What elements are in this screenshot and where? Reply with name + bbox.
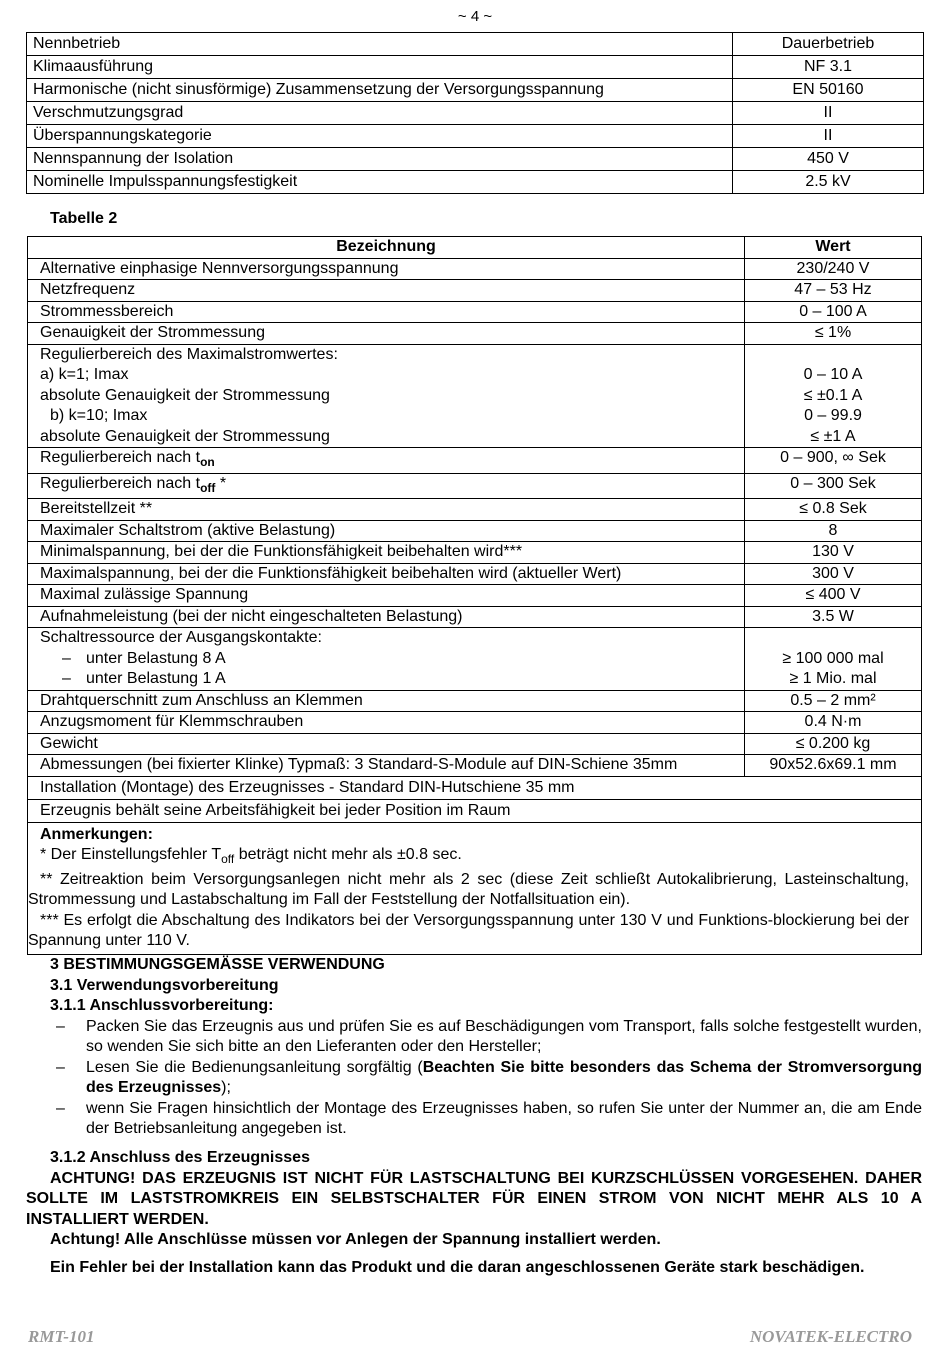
row-label: Anzugsmoment für Klemmschrauben <box>28 712 745 734</box>
section-heading: 3 BESTIMMUNGSGEMÄSSE VERWENDUNG <box>50 956 385 973</box>
spec-table-2 <box>27 236 922 955</box>
table-row <box>27 33 924 56</box>
row-value: Dauerbetrieb <box>733 33 924 56</box>
subsection-heading: 3.1 Verwendungsvorbereitung <box>50 976 279 994</box>
row-value: ≤ 0.8 Sek <box>745 499 922 521</box>
warning-text: Achtung! Alle Anschlüsse müssen vor Anlegen der Spannung installiert werden. <box>50 1231 661 1248</box>
row-label: Bereitstellzeit ** <box>28 499 745 521</box>
table-row <box>27 125 924 148</box>
table-row <box>28 585 922 607</box>
row-value: 130 V <box>745 542 922 564</box>
row-value: 0 – 300 Sek <box>745 473 922 499</box>
row-label: Maximal zulässige Spannung <box>28 585 745 607</box>
page-number: ~ 4 ~ <box>457 8 493 25</box>
row-label: Netzfrequenz <box>28 280 745 302</box>
table-row <box>28 473 922 499</box>
list-item: – Lesen Sie die Bedienungsanleitung sorgfältig (Beachten Sie bitte besonders das Schema der Stromversorgung des Erzeugnisses); <box>56 1058 922 1096</box>
table-row <box>27 171 924 194</box>
table-row <box>27 102 924 125</box>
table-row <box>28 776 922 799</box>
row-value: 0.5 – 2 mm² <box>745 690 922 712</box>
row-label: Aufnahmeleistung (bei der nicht eingeschalteten Belastung) <box>28 606 745 628</box>
row-label: Maximalspannung, bei der die Funktionsfähigkeit beibehalten wird (aktueller Wert) <box>28 563 745 585</box>
row-value: 0.4 N·m <box>745 712 922 734</box>
spec-table-1 <box>26 32 924 194</box>
table-row <box>28 733 922 755</box>
row-label: Nominelle Impulsspannungsfestigkeit <box>27 171 733 194</box>
row-label: Alternative einphasige Nennversorgungsspannung <box>28 258 745 280</box>
row-value: II <box>733 102 924 125</box>
table-row <box>28 520 922 542</box>
row-value: ≤ 1% <box>745 323 922 345</box>
row-value: 230/240 V <box>745 258 922 280</box>
footer-model: RMT-101 <box>28 1327 95 1346</box>
row-value: 8 <box>745 520 922 542</box>
row-value: 300 V <box>745 563 922 585</box>
row-label: Gewicht <box>28 733 745 755</box>
row-label: Regulierbereich nach $t_{on}$ <box>28 448 745 474</box>
row-value: ≤ 400 V <box>745 585 922 607</box>
row-value: 47 – 53 Hz <box>745 280 922 302</box>
row-value: NF 3.1 <box>733 56 924 79</box>
row-label: Maximaler Schaltstrom (aktive Belastung) <box>28 520 745 542</box>
header-name: Bezeichnung <box>28 237 745 259</box>
row-value: 90x52.6x69.1 mm <box>745 755 922 777</box>
warning-paragraph: Ein Fehler bei der Installation kann das Produkt und die daran angeschlossenen Geräte stark beschädigen. <box>50 1259 865 1276</box>
table-row <box>28 563 922 585</box>
row-label: Genauigkeit der Strommessung <box>28 323 745 345</box>
table-2-caption: Tabelle 2 <box>50 210 118 227</box>
table-header-row <box>28 237 922 259</box>
row-value: 0 – 10 A ≤ ±0.1 A 0 – 99.9 ≤ ±1 A <box>745 344 922 448</box>
row-label: Regulierbereich des Maximalstromwertes: a) k=1; Imax absolute Genauigkeit der Strommessung b) k=10; Imax absolute Genauigkeit der Strommessung <box>28 344 745 448</box>
notes-row <box>28 822 922 954</box>
list-item: – wenn Sie Fragen hinsichtlich der Montage des Erzeugnisses haben, so rufen Sie unter der Nummer an, die am Ende der Betriebsanleitung angegeben ist. <box>56 1099 922 1137</box>
table-row <box>28 712 922 734</box>
subsubsection-heading: 3.1.2 Anschluss des Erzeugnisses <box>50 1149 310 1166</box>
row-label: Schaltressource der Ausgangskontakte: – unter Belastung 8 A – unter Belastung 1 A <box>28 628 745 691</box>
table-row <box>28 690 922 712</box>
row-label: Klimaausführung <box>27 56 733 79</box>
row-value: II <box>733 125 924 148</box>
row-value: 0 – 900, ∞ Sek <box>745 448 922 474</box>
row-value: 0 – 100 A <box>745 301 922 323</box>
row-value: ≥ 100 000 mal ≥ 1 Mio. mal <box>745 628 922 691</box>
row-label: Strommessbereich <box>28 301 745 323</box>
row-label: Nennspannung der Isolation <box>27 148 733 171</box>
table-row <box>28 344 922 448</box>
table-row <box>28 799 922 822</box>
row-value: EN 50160 <box>733 79 924 102</box>
section-3-1-2 <box>26 1148 922 1251</box>
list-item: – Packen Sie das Erzeugnis aus und prüfen Sie es auf Beschädigungen vom Transport, falls solche festgestellt wurden, so wenden Sie sich bitte an den Lieferanten oder den Hersteller; <box>56 1017 922 1055</box>
table-row <box>28 628 922 691</box>
row-label: Regulierbereich nach $t_{off}$ * <box>28 473 745 499</box>
table-row <box>28 323 922 345</box>
table-row <box>27 148 924 171</box>
row-label: Verschmutzungsgrad <box>27 102 733 125</box>
table-row <box>28 499 922 521</box>
warning-text: ACHTUNG! DAS ERZEUGNIS IST NICHT FÜR LASTSCHALTUNG BEI KURZSCHLÜSSEN VORGESEHEN. DAHER SOLLTE IM LASTSTROMKREIS EIN SELBSTSCHALTER FÜR EINEN STROM VON NICHT MEHR ALS 10 A INSTALLIERT WERDEN. <box>26 1169 922 1228</box>
row-value: ≤ 0.200 kg <box>745 733 922 755</box>
table-row <box>28 258 922 280</box>
row-value: 450 V <box>733 148 924 171</box>
header-value: Wert <box>745 237 922 259</box>
row-label: Minimalspannung, bei der die Funktionsfähigkeit beibehalten wird*** <box>28 542 745 564</box>
table-row <box>27 56 924 79</box>
row-label: Installation (Montage) des Erzeugnisses - Standard DIN-Hutschiene 35 mm <box>28 776 922 799</box>
row-label: Drahtquerschnitt zum Anschluss an Klemmen <box>28 690 745 712</box>
section-3 <box>26 955 922 1140</box>
row-value: 2.5 kV <box>733 171 924 194</box>
notes-cell: Anmerkungen: * Der Einstellungsfehler $T_{off}$ beträgt nicht mehr als ±0.8 sec. ** Zeitreaktion beim Versorgungsanlegen nicht mehr als 2 sec (diese Zeit schließt Autokalibrierung, Lasteinschaltung, Strommessung und Lastabschaltung im Fall der Feststellung der Notfallsituation ein). *** Es erfolgt die Abschaltung des Indikators bei der Versorgungsspannung unter 130 V und Funktions-blockierung bei der Spannung unter 110 V. <box>28 822 922 954</box>
subsubsection-heading: 3.1.1 Anschlussvorbereitung: <box>50 997 274 1014</box>
row-label: Harmonische (nicht sinusförmige) Zusammensetzung der Versorgungsspannung <box>27 79 733 102</box>
table-row <box>28 280 922 302</box>
table-row <box>28 606 922 628</box>
row-label: Nennbetrieb <box>27 33 733 56</box>
row-label: Abmessungen (bei fixierter Klinke) Typmaß: 3 Standard-S-Module auf DIN-Schiene 35mm <box>28 755 745 777</box>
table-row <box>28 301 922 323</box>
table-row <box>28 448 922 474</box>
row-label: Überspannungskategorie <box>27 125 733 148</box>
table-row <box>27 79 924 102</box>
row-label: Erzeugnis behält seine Arbeitsfähigkeit bei jeder Position im Raum <box>28 799 922 822</box>
table-row <box>28 542 922 564</box>
table-row <box>28 755 922 777</box>
row-value: 3.5 W <box>745 606 922 628</box>
footer-brand: NOVATEK-ELECTRO <box>749 1327 912 1346</box>
